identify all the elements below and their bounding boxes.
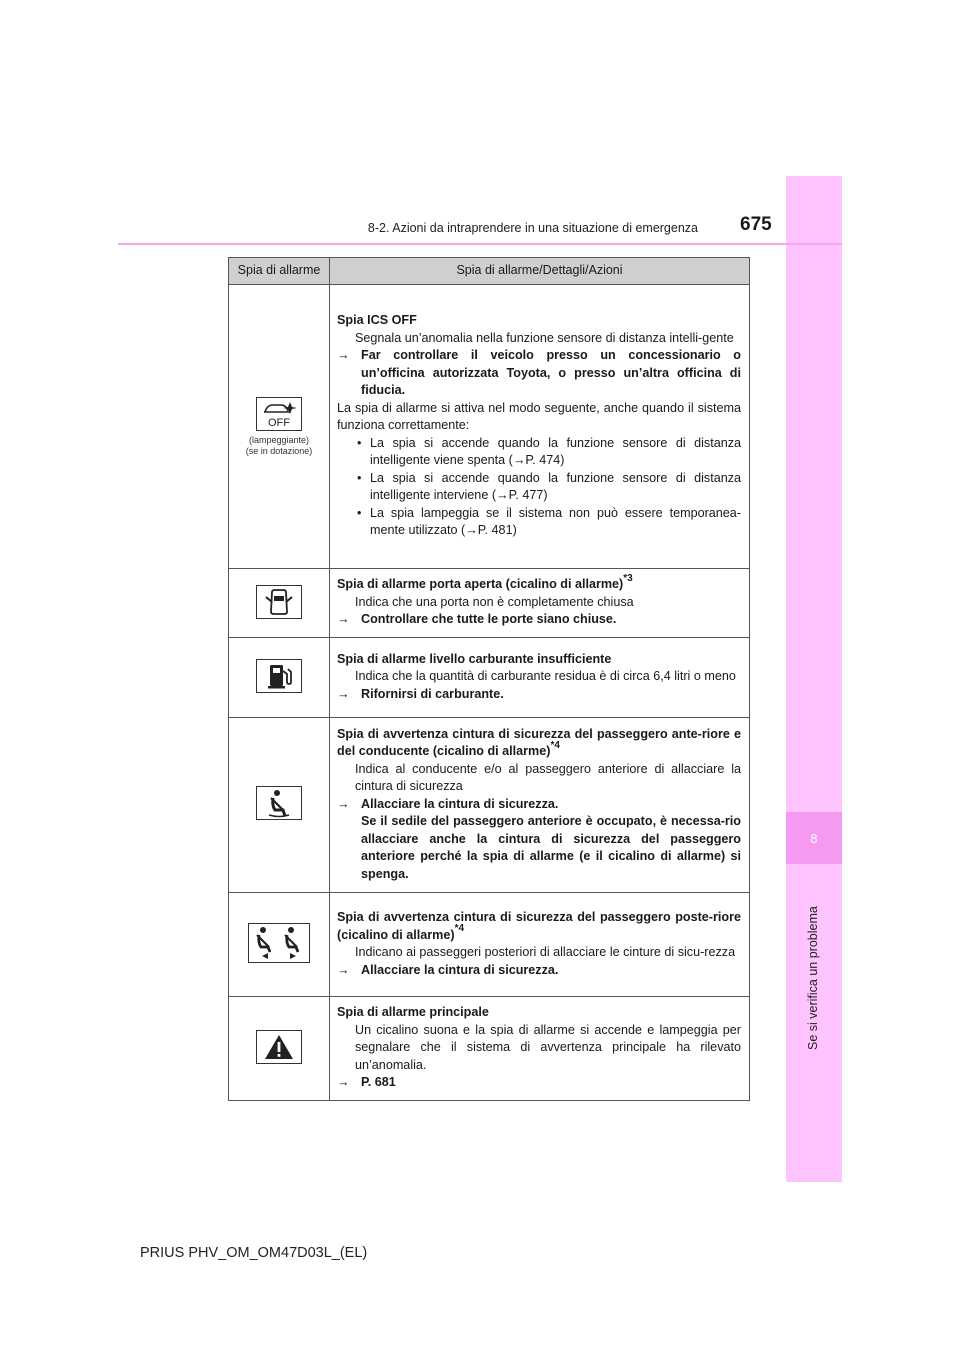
description-cell bbox=[330, 638, 750, 718]
table-row bbox=[229, 638, 750, 718]
row-title: Spia ICS OFF bbox=[337, 313, 417, 328]
description-cell bbox=[330, 718, 750, 893]
icon-cell bbox=[229, 893, 330, 997]
row-action: → Rifornirsi di carburante. bbox=[337, 686, 741, 704]
list-item: • La spia lampeggia se il sistema non può essere temporanea-mente utilizzato (→P. 481) bbox=[357, 505, 741, 538]
row-description: Indica che la quantità di carburante residua è di circa 6,4 litri o meno bbox=[355, 669, 736, 684]
header-rule bbox=[118, 243, 842, 245]
document-code: PRIUS PHV_OM_OM47D03L_(EL) bbox=[140, 1245, 368, 1261]
row-title: Spia di allarme livello carburante insufficiente bbox=[337, 651, 612, 666]
table-row bbox=[229, 718, 750, 893]
row-action: → P. 681 bbox=[337, 1074, 741, 1092]
column-header-details: Spia di allarme/Dettagli/Azioni bbox=[330, 258, 750, 285]
table-row bbox=[229, 285, 750, 569]
icon-cell bbox=[229, 718, 330, 893]
description-cell bbox=[330, 893, 750, 997]
page-number: 675 bbox=[740, 214, 772, 235]
row-action: → Far controllare il veicolo presso un concessionario o un’officina autorizzata Toyota, o presso un’altra officina di fiducia. bbox=[337, 348, 741, 398]
row-description: Indica che una porta non è completamente chiusa bbox=[355, 594, 634, 609]
table-header-row bbox=[229, 258, 750, 285]
row-description: Segnala un’anomalia nella funzione sensore di distanza intelli-gente bbox=[355, 330, 734, 345]
arrow-icon: → bbox=[337, 1075, 350, 1089]
table-row bbox=[229, 569, 750, 638]
row-paragraph: La spia di allarme si attiva nel modo seguente, anche quando il sistema funziona correttamente: bbox=[337, 400, 741, 433]
fuel-pump-icon bbox=[256, 659, 302, 693]
bullet-icon: • bbox=[357, 505, 362, 520]
icon-cell bbox=[229, 997, 330, 1101]
bullet-icon: • bbox=[357, 470, 362, 485]
table-row bbox=[229, 893, 750, 997]
rear-seatbelt-icon bbox=[248, 923, 310, 963]
chapter-number: 8 bbox=[810, 830, 818, 846]
arrow-icon: → bbox=[337, 612, 350, 627]
row-description: Indica al conducente e/o al passeggero anteriore di allacciare la cintura di sicurezza bbox=[355, 761, 741, 794]
ics-off-icon bbox=[256, 397, 302, 431]
arrow-icon: → bbox=[337, 348, 350, 363]
door-open-icon bbox=[256, 585, 302, 619]
row-title: Spia di allarme porta aperta (cicalino di allarme)$^{*3}$ bbox=[337, 573, 633, 592]
description-cell bbox=[330, 997, 750, 1101]
row-action: → Controllare che tutte le porte siano chiuse. bbox=[337, 611, 741, 629]
icon-cell bbox=[229, 285, 330, 569]
row-action: → Allacciare la cintura di sicurezza. bbox=[337, 962, 741, 980]
footnote-marker: *4 bbox=[550, 740, 560, 752]
row-description: Un cicalino suona e la spia di allarme si accende e lampeggia per segnalare che il sistema di avvertenza principale ha rilevato un’anomalia. bbox=[355, 1022, 741, 1072]
icon-note-flashing: (lampeggiante) bbox=[248, 435, 310, 446]
icon-note-if-equipped: (se in dotazione) bbox=[245, 446, 313, 457]
arrow-icon: → bbox=[337, 962, 350, 977]
arrow-icon: → bbox=[337, 686, 350, 701]
row-title: Spia di allarme principale bbox=[337, 1005, 489, 1019]
bullet-icon: • bbox=[357, 435, 362, 450]
table-row bbox=[229, 997, 750, 1101]
footnote-marker: *3 bbox=[623, 573, 633, 585]
footnote-marker: *4 bbox=[454, 923, 465, 935]
description-cell bbox=[330, 285, 750, 569]
arrow-icon: → bbox=[337, 796, 350, 811]
ics-off-icon-text: OFF bbox=[268, 416, 290, 429]
list-item: • La spia si accende quando la funzione sensore di distanza intelligente interviene (→P. 477) bbox=[357, 470, 741, 503]
seatbelt-icon bbox=[256, 786, 302, 820]
row-action: → Allacciare la cintura di sicurezza. bbox=[337, 796, 741, 814]
row-title: Spia di avvertenza cintura di sicurezza del passeggero ante-riore e del conducente (cicalino di allarme)$^{*4}$ bbox=[337, 726, 741, 759]
chapter-number-box bbox=[786, 812, 842, 864]
row-description: Indicano ai passeggeri posteriori di allacciare le cinture di sicu-rezza bbox=[355, 945, 736, 959]
master-warning-icon bbox=[256, 1030, 302, 1064]
column-header-icon: Spia di allarme bbox=[229, 258, 330, 285]
warning-light-table bbox=[228, 257, 750, 1101]
row-action-continuation: Se il sedile del passeggero anteriore è occupato, è necessa-rio allacciare anche la cintura di sicurezza del passeggero anteriore perché la spia di allarme (e il cicalino di allarme) si spenga. bbox=[361, 814, 741, 881]
list-item: • La spia si accende quando la funzione sensore di distanza intelligente viene spenta (→P. 474) bbox=[357, 435, 741, 468]
section-title: 8-2. Azioni da intraprendere in una situazione di emergenza bbox=[367, 221, 698, 235]
chapter-title: Se si verifica un problema bbox=[806, 906, 820, 1050]
icon-cell bbox=[229, 638, 330, 718]
row-title: Spia di avvertenza cintura di sicurezza del passeggero poste-riore (cicalino di allarme)$^{*4}$ bbox=[337, 910, 741, 942]
description-cell bbox=[330, 569, 750, 638]
icon-cell bbox=[229, 569, 330, 638]
